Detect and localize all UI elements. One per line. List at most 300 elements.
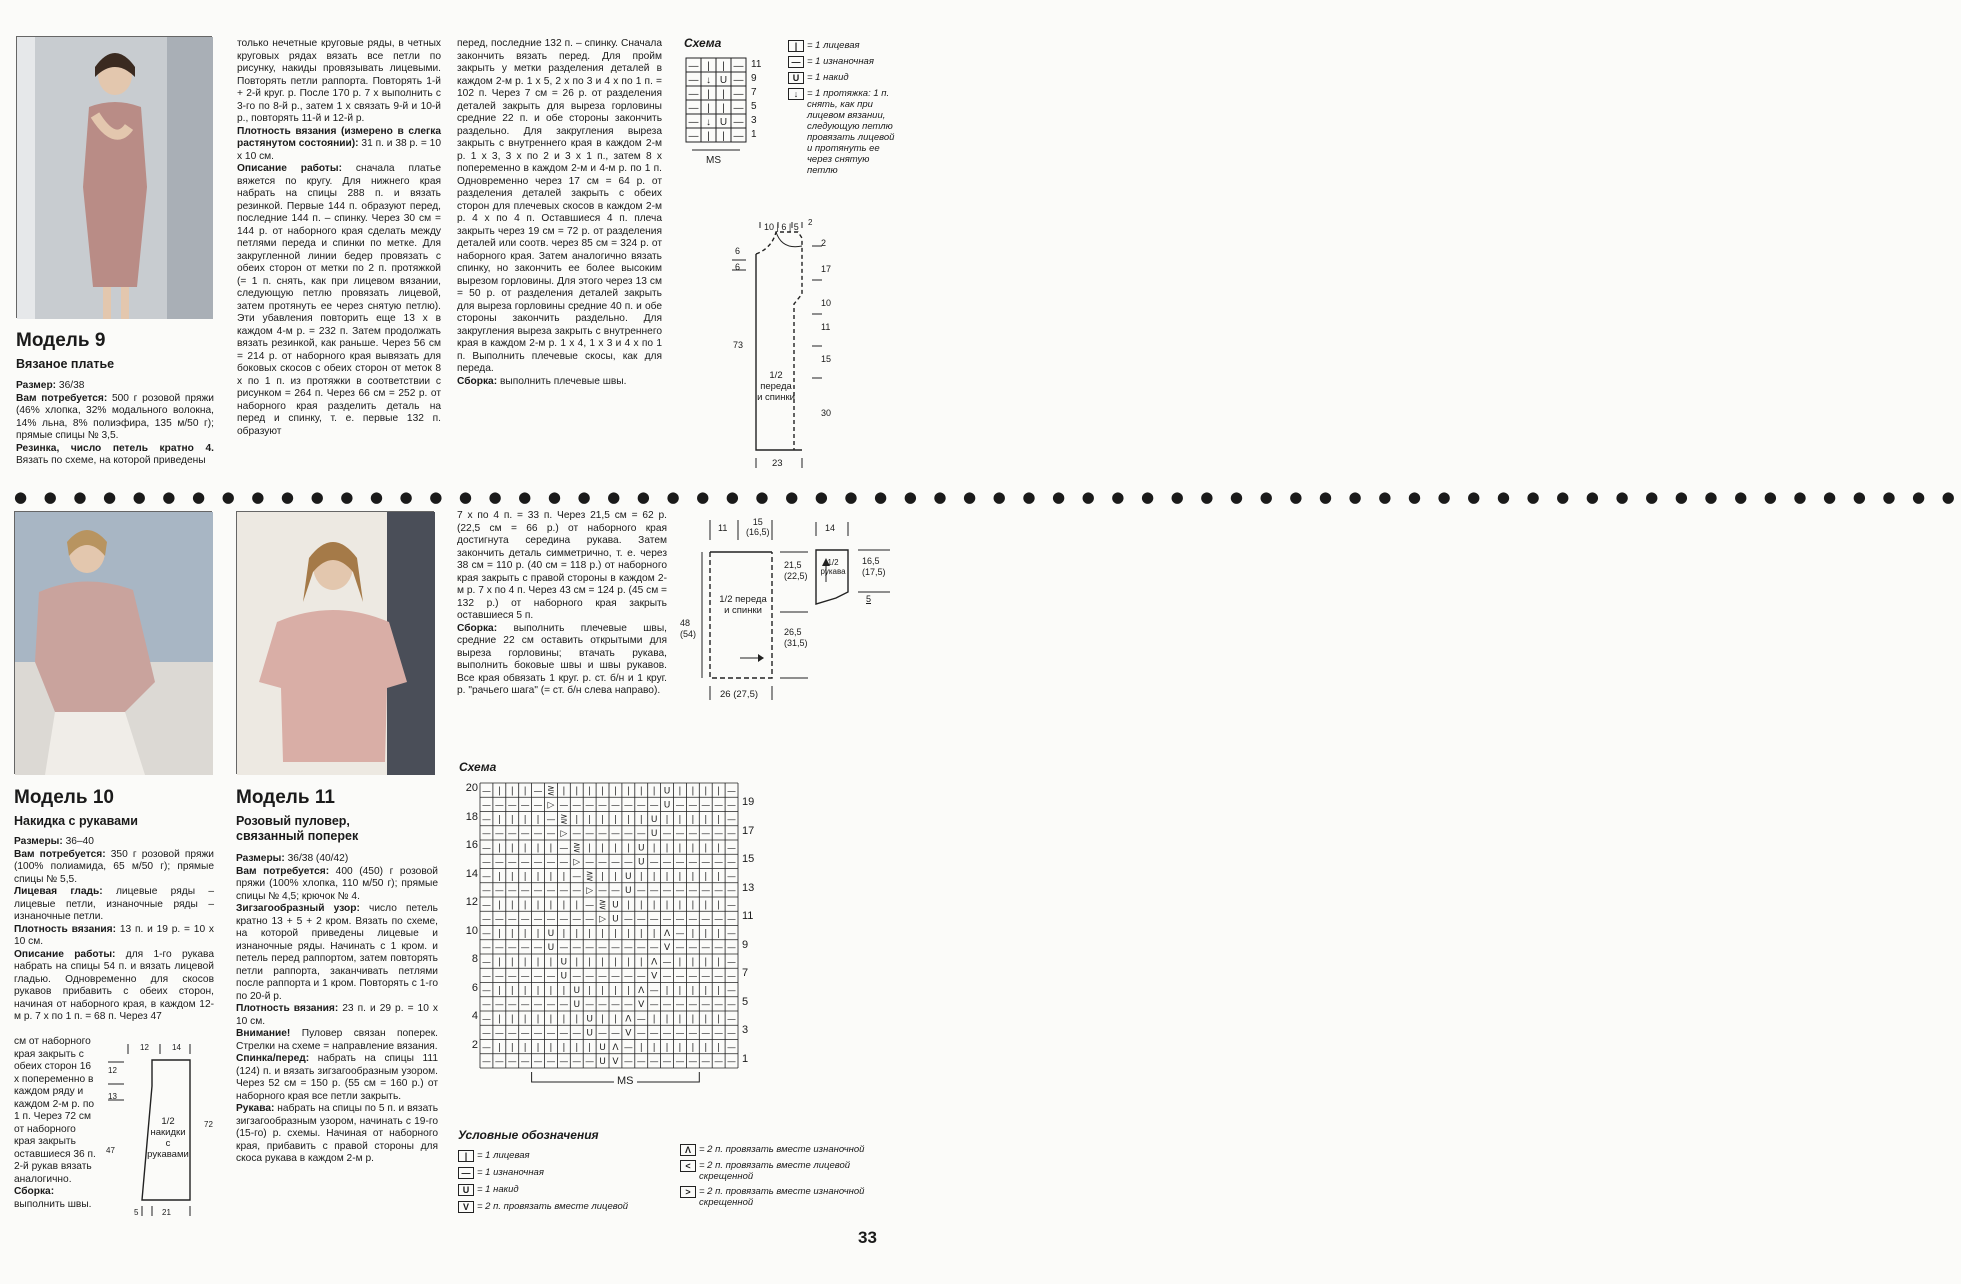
model10-dim-bottom-a: 5 [134, 1208, 139, 1217]
svg-text:—: — [649, 857, 659, 868]
svg-text:|: | [510, 1014, 514, 1025]
svg-text:|: | [497, 871, 501, 882]
svg-text:|: | [536, 1042, 540, 1053]
model11-legend-right [680, 1144, 890, 1208]
svg-text:—: — [610, 886, 620, 897]
svg-text:|: | [497, 928, 501, 939]
svg-text:|: | [665, 900, 669, 911]
svg-text:—: — [585, 971, 595, 982]
svg-text:⋛: ⋛ [560, 814, 568, 825]
svg-text:—: — [701, 1028, 711, 1039]
svg-text:—: — [559, 843, 569, 854]
model10-pattern-label-line: накидки [150, 1127, 186, 1138]
svg-text:—: — [520, 971, 530, 982]
svg-text:—: — [714, 829, 724, 840]
model11-row-num: 6 [471, 981, 478, 994]
model11-subtitle [236, 814, 358, 844]
svg-text:|: | [691, 814, 695, 825]
svg-text:—: — [572, 1057, 582, 1068]
svg-text:|: | [704, 786, 708, 797]
svg-text:|: | [536, 814, 540, 825]
legend-item [458, 1184, 658, 1196]
model11-row-num: 13 [742, 881, 755, 894]
svg-text:—: — [546, 886, 556, 897]
svg-text:—: — [481, 985, 491, 996]
model10-pattern-label-line: с [165, 1138, 171, 1149]
model10-dim-left-c: 47 [106, 1146, 115, 1155]
svg-text:|: | [665, 843, 669, 854]
svg-text:—: — [701, 857, 711, 868]
svg-text:—: — [688, 886, 698, 897]
svg-text:—: — [533, 1057, 543, 1068]
svg-text:|: | [497, 814, 501, 825]
svg-text:—: — [623, 1042, 633, 1053]
svg-text:—: — [727, 943, 737, 954]
model10-stitch-label: Лицевая гладь: [14, 886, 103, 897]
model11-row-num: 3 [742, 1024, 749, 1036]
model11-zig: число петель кратно 13 + 5 + 2 кром. Вязать по схеме, на которой приведены лицевые и изнаночные ряды. Начинать с 1 кром. и петель перед раппортом, затем повторять петли раппорта, заканчивать петлями после раппорта и 1 кром. Повторять с 1-го по 20-й р. [236, 903, 438, 1002]
svg-text:—: — [727, 871, 737, 882]
svg-text:—: — [727, 843, 737, 854]
model10-desc: для 1-го рукава набрать на спицы 54 п. и вязать лицевой гладью. Одновременно для скосов рукавов прибавить с обеих сторон, начиная от наборного края, в каждом 12-м р. 7 х по 1 п. = 68 п. Через 47 [14, 948, 214, 1022]
svg-text:|: | [722, 131, 725, 142]
model11-row-num: 19 [742, 796, 755, 808]
svg-text:—: — [701, 800, 711, 811]
svg-text:|: | [717, 928, 721, 939]
svg-text:—: — [598, 857, 608, 868]
model11-needs: 400 (450) г розовой пряжи (100% хлопка, 110 м/50 г); прямые спицы № 4,5; крючок № 4. [236, 865, 438, 902]
svg-text:U: U [625, 886, 632, 897]
model10-dim-left-b: 13 [108, 1092, 117, 1101]
svg-text:—: — [507, 1028, 517, 1039]
legend-item [788, 56, 900, 68]
model9-dim-left-a: 6 [735, 246, 741, 256]
svg-text:—: — [546, 857, 556, 868]
model9-needs: 500 г розовой пряжи (46% хлопка, 32% модального волокна, 14% льна, 8% полиэфира, 135 м/50 г); прямые спицы № 3,5. [16, 392, 215, 441]
model11-pattern-label-line: 1/2 переда [719, 594, 767, 605]
svg-text:—: — [481, 800, 491, 811]
svg-text:U: U [599, 1042, 606, 1053]
svg-text:U: U [573, 985, 581, 996]
svg-text:—: — [662, 829, 672, 840]
model11-dim-bottom: 26 (27,5) [720, 689, 759, 700]
svg-text:|: | [562, 1042, 566, 1053]
svg-text:|: | [613, 985, 617, 996]
svg-text:|: | [613, 957, 617, 968]
model11-pattern-label-line: и спинки [724, 605, 762, 616]
svg-text:|: | [665, 985, 669, 996]
svg-text:|: | [497, 1042, 501, 1053]
svg-text:—: — [572, 971, 582, 982]
svg-text:|: | [536, 843, 540, 854]
model9-dim-bottom: 23 [772, 458, 783, 469]
svg-text:—: — [727, 985, 737, 996]
svg-text:—: — [623, 829, 633, 840]
svg-text:—: — [675, 943, 685, 954]
model9-dim-right-value: 10 [821, 298, 832, 308]
svg-text:—: — [623, 857, 633, 868]
model10-density: 13 п. и 19 р. = 10 х 10 см. [14, 923, 215, 947]
svg-text:U: U [650, 814, 658, 825]
svg-text:⋛: ⋛ [585, 871, 594, 882]
svg-text:—: — [727, 829, 737, 840]
svg-text:↓: ↓ [706, 117, 711, 128]
svg-text:—: — [675, 928, 685, 939]
svg-text:U: U [573, 1000, 581, 1011]
svg-text:—: — [636, 1057, 646, 1068]
svg-text:—: — [572, 829, 582, 840]
svg-text:—: — [585, 800, 595, 811]
model11-row-num: 17 [742, 824, 755, 837]
svg-text:|: | [588, 786, 592, 797]
svg-text:—: — [481, 857, 491, 868]
model11-row-num: 7 [742, 967, 749, 979]
legend-text: = 1 лицевая [477, 1150, 530, 1161]
svg-text:—: — [494, 971, 504, 982]
legend-text: = 2 п. провязать вместе лицевой [477, 1201, 629, 1212]
svg-text:|: | [601, 928, 605, 939]
svg-text:|: | [652, 786, 656, 797]
svg-text:|: | [717, 814, 721, 825]
svg-text:—: — [481, 1057, 491, 1068]
model11-subtitle-line: Розовый пуловер, [236, 814, 350, 828]
svg-text:—: — [727, 971, 737, 982]
svg-text:—: — [533, 786, 543, 797]
svg-text:|: | [613, 786, 617, 797]
svg-text:|: | [678, 985, 682, 996]
svg-text:—: — [733, 117, 744, 128]
svg-text:—: — [727, 900, 737, 911]
purl-symbol-icon: — [788, 56, 804, 68]
svg-text:|: | [665, 871, 669, 882]
model11-sleeve: набрать на спицы по 5 п. и вязать зигзагообразным узором, начинать с 19-го (15-го) р. схемы. Начиная от наборного края, прибавить с правой стороны для скоса рукава в каждом 2-м р. [236, 1103, 438, 1164]
svg-text:—: — [688, 1057, 698, 1068]
svg-text:—: — [675, 1057, 685, 1068]
legend-text: = 1 лицевая [807, 40, 860, 51]
model9-specs [16, 380, 214, 468]
model9-row-numbers [751, 58, 761, 142]
legend-text: = 1 изнаночная [477, 1167, 544, 1178]
svg-text:U: U [612, 900, 619, 911]
svg-text:|: | [691, 957, 695, 968]
svg-text:—: — [636, 914, 646, 925]
model11-row-num: 2 [471, 1038, 478, 1051]
svg-text:|: | [717, 1014, 721, 1025]
model11-row-num: 14 [465, 867, 478, 880]
svg-text:—: — [714, 886, 724, 897]
svg-text:—: — [507, 971, 517, 982]
model11-row-num: 20 [465, 782, 478, 794]
svg-text:—: — [623, 1000, 633, 1011]
knit-symbol-icon: | [458, 1150, 474, 1162]
svg-text:—: — [649, 1000, 659, 1011]
section-separator: ● ● ● ● ● ● ● ● ● ● ● ● ● ● ● ● ● ● ● ● ● ● ● ● ● ● ● ● ● ● ● ● ● ● ● ● ● ● ● ● ● ● ● ● ● ● ● ● ● ● ● ● ● ● ● ● ● ● ● ● ● ● ● ● ● ● [14, 488, 1961, 506]
svg-text:|: | [575, 957, 579, 968]
svg-text:—: — [610, 943, 620, 954]
model9-rib-label: Резинка, число петель кратно 4. [16, 442, 214, 454]
svg-text:|: | [691, 786, 695, 797]
svg-text:|: | [678, 871, 682, 882]
svg-text:U: U [547, 928, 555, 939]
svg-text:|: | [523, 871, 527, 882]
svg-text:—: — [481, 928, 491, 939]
model11-dim-value: 26,5 [784, 627, 802, 637]
svg-text:—: — [701, 886, 711, 897]
svg-text:—: — [481, 786, 491, 797]
knit-symbol-icon: | [788, 40, 804, 52]
legend-item [788, 88, 900, 176]
model11-pattern-label [712, 594, 774, 616]
svg-text:|: | [549, 1042, 553, 1053]
legend-text: = 1 протяжка: 1 п. снять, как при лицевом вязании, следующую петлю провязать лицевой и протянуть ее через снятую петлю [807, 88, 895, 176]
svg-text:|: | [497, 786, 501, 797]
svg-text:—: — [559, 1028, 569, 1039]
svg-text:|: | [601, 814, 605, 825]
svg-text:—: — [662, 971, 672, 982]
svg-text:|: | [717, 843, 721, 854]
model9-figure [17, 37, 213, 319]
model11-back-label: Спинка/перед: [236, 1053, 310, 1064]
model11-zig-label: Зигзагообразный узор: [236, 903, 360, 914]
svg-text:—: — [507, 857, 517, 868]
model11-photo [236, 511, 434, 774]
model11-row-num: 4 [471, 1010, 478, 1022]
model9-dim-top: 10 | 6 | 5 [764, 222, 799, 232]
model9-text-col3 [457, 38, 662, 388]
model9-scheme-title: Схема [684, 36, 722, 50]
svg-text:|: | [575, 928, 579, 939]
svg-text:U: U [586, 1028, 593, 1039]
svg-text:—: — [507, 1057, 517, 1068]
svg-text:—: — [701, 829, 711, 840]
svg-text:—: — [507, 1000, 517, 1011]
svg-text:|: | [678, 786, 682, 797]
svg-text:Λ: Λ [663, 928, 671, 939]
model11-legend-title: Условные обозначения [458, 1128, 599, 1142]
svg-text:—: — [727, 914, 737, 925]
svg-text:—: — [688, 131, 699, 142]
svg-text:|: | [523, 957, 527, 968]
model9-size: 36/38 [56, 380, 85, 391]
svg-text:|: | [707, 89, 710, 100]
svg-text:—: — [688, 971, 698, 982]
svg-text:—: — [727, 1028, 737, 1039]
model11-subtitle-line: связанный поперек [236, 829, 359, 843]
model9-legend [788, 40, 900, 176]
svg-text:|: | [601, 843, 605, 854]
yarn-over-symbol-icon: U [458, 1184, 474, 1196]
model10-assembly-label: Сборка: [14, 1186, 55, 1197]
svg-text:|: | [549, 1014, 553, 1025]
svg-text:|: | [536, 871, 540, 882]
svg-text:—: — [636, 971, 646, 982]
svg-text:—: — [688, 117, 699, 128]
svg-text:—: — [494, 1028, 504, 1039]
model10-dim-bottom-b: 21 [162, 1208, 171, 1217]
svg-text:|: | [613, 1014, 617, 1025]
svg-text:|: | [652, 900, 656, 911]
model11-title: Модель 11 [236, 787, 335, 808]
model9-dim-left-total: 73 [733, 340, 744, 350]
svg-text:|: | [652, 1042, 656, 1053]
svg-text:|: | [678, 900, 682, 911]
legend-item [458, 1167, 658, 1179]
model11-row-num: 8 [471, 953, 478, 965]
svg-text:|: | [588, 928, 592, 939]
svg-text:U: U [560, 971, 568, 982]
svg-text:—: — [714, 943, 724, 954]
svg-text:—: — [727, 928, 737, 939]
svg-text:—: — [727, 1057, 737, 1068]
legend-text: = 1 изнаночная [807, 56, 874, 67]
model11-dim-value: 48 [680, 618, 691, 628]
svg-text:—: — [520, 857, 530, 868]
svg-text:—: — [559, 886, 569, 897]
svg-text:U: U [637, 843, 645, 854]
svg-text:—: — [494, 914, 504, 925]
svg-text:|: | [639, 928, 643, 939]
svg-text:—: — [585, 829, 595, 840]
model11-scheme-title: Схема [459, 760, 497, 774]
svg-text:|: | [626, 786, 630, 797]
svg-text:—: — [610, 1028, 620, 1039]
svg-text:—: — [533, 800, 543, 811]
svg-text:|: | [562, 985, 566, 996]
model10-stitch: лицевые ряды – лицевые петли, изнаночные ряды – изнаночные петли. [14, 886, 214, 922]
svg-text:—: — [533, 914, 543, 925]
model10-subtitle: Накидка с рукавами [14, 814, 138, 828]
model9-pattern-label-line: и спинки [757, 392, 795, 403]
svg-text:|: | [704, 871, 708, 882]
svg-text:—: — [494, 943, 504, 954]
svg-text:|: | [639, 786, 643, 797]
svg-text:—: — [481, 814, 491, 825]
svg-text:|: | [707, 131, 710, 142]
svg-text:—: — [598, 829, 608, 840]
svg-text:—: — [494, 800, 504, 811]
svg-text:U: U [547, 943, 555, 954]
svg-text:|: | [704, 1042, 708, 1053]
svg-text:U: U [719, 117, 728, 128]
model10-assembly: выполнить швы. [14, 1198, 92, 1210]
svg-text:|: | [678, 1042, 682, 1053]
model11-dim-value: (16,5) [746, 527, 770, 537]
legend-item [680, 1144, 890, 1156]
svg-text:—: — [507, 886, 517, 897]
svg-text:—: — [598, 971, 608, 982]
model9-row-num: 9 [751, 73, 757, 84]
svg-text:—: — [636, 800, 646, 811]
svg-text:|: | [562, 1014, 566, 1025]
svg-text:—: — [727, 786, 737, 797]
model10-desc-label: Описание работы: [14, 948, 116, 960]
svg-text:|: | [704, 957, 708, 968]
svg-text:—: — [598, 800, 608, 811]
svg-text:|: | [704, 843, 708, 854]
svg-text:—: — [675, 1000, 685, 1011]
svg-text:▷: ▷ [599, 914, 607, 925]
model9-dim-right-value: 15 [821, 354, 832, 364]
svg-text:|: | [717, 985, 721, 996]
svg-text:|: | [497, 957, 501, 968]
svg-text:—: — [733, 61, 744, 72]
model9-desc-label: Описание работы: [237, 163, 342, 174]
svg-text:—: — [701, 1057, 711, 1068]
svg-text:—: — [481, 1028, 491, 1039]
model9-desc-continued: перед, последние 132 п. – спинку. Сначала закончить вязать перед. Для пройм закрыть у метки разделения деталей в каждом 2-м р. 1 х 5, 2 х по 3 и 4 х по 1 п. = 102 п. Через 7 см = 26 р. от разделения деталей закрыть для выреза горловины средние 22 п. и обе стороны закончить раздельно. Для закругления выреза закрыть с внутреннего края в каждом 2-м р. 1 х 3, 3 х по 2 и 3 х 1 п., затем 8 х попеременно в каждом 2-м и 4-м р. по 1 п. Одновременно через 17 см = 64 р. от разделения деталей закрыть с обеих сторон для плечевых скосов в каждом 2-м р. 4 х по 4 п. Оставшиеся 4 п. плеча закрыть через 19 см = 72 р. от разделения деталей или соотв. через 85 см = 324 р. от наборного края. Затем аналогично вязать спинку, но закончить ее более высоким вырезом горловины. Для этого через 13 см = 50 р. от разделения деталей закрыть для выреза горловины средние 40 п. и обе стороны закончить раздельно. Для закругления выреза закрыть с внутреннего края в каждом 2-м р. 1 х 4, 1 х 3 и 4 х по 1 п. Выполнить плечевые скосы, как для переда. [457, 38, 662, 374]
svg-text:|: | [678, 957, 682, 968]
model11-dim-value: (54) [680, 629, 697, 639]
svg-text:—: — [701, 1000, 711, 1011]
svg-text:—: — [636, 943, 646, 954]
model9-row-num: 1 [751, 129, 757, 140]
svg-text:—: — [559, 800, 569, 811]
svg-text:|: | [691, 871, 695, 882]
model10-needs: 350 г розовой пряжи (100% полиамида, 65 м/50 г); прямые спицы № 5,5. [14, 848, 214, 885]
slip-knit-pass-symbol-icon: ↓ [788, 88, 804, 100]
svg-text:|: | [510, 871, 514, 882]
svg-text:—: — [481, 914, 491, 925]
svg-text:—: — [636, 829, 646, 840]
svg-text:—: — [623, 1057, 633, 1068]
svg-text:—: — [636, 1014, 646, 1025]
svg-text:—: — [610, 857, 620, 868]
model9-rib-continued: только нечетные круговые ряды, в четных круговых рядах вязать все петли по рисунку, накиды провязывать лицевыми. Повторять петли раппорта. Повторять 1-й + 2-й круг. р. После 170 р. 7 х выполнить с 3-го по 8-й р., затем 1 х связать 9-й и 10-й р., повторять 11-й и 12-й р. [237, 38, 441, 124]
svg-text:|: | [536, 1014, 540, 1025]
model10-desc-continued: см от наборного края закрыть с обеих сторон 16 х попеременно в каждом ряду и каждом 2-м р. по 1 п. Через 72 см от наборного края закрыть оставшиеся 36 п. 2-й рукав вязать аналогично. [14, 1036, 96, 1185]
svg-text:—: — [675, 857, 685, 868]
svg-text:—: — [481, 843, 491, 854]
model11-row-num: 12 [465, 896, 478, 908]
model9-text-col2 [237, 38, 441, 438]
legend-text: = 1 накид [477, 1184, 519, 1195]
svg-text:—: — [675, 800, 685, 811]
svg-text:—: — [546, 829, 556, 840]
svg-text:|: | [626, 957, 630, 968]
svg-text:—: — [585, 914, 595, 925]
model9-dim-top-extra: 2 [808, 218, 813, 227]
svg-text:—: — [688, 857, 698, 868]
model10-pattern-label [142, 1116, 194, 1160]
svg-text:|: | [639, 900, 643, 911]
svg-text:|: | [536, 985, 540, 996]
model10-specs [14, 836, 214, 1024]
model9-row-num: 7 [751, 87, 757, 98]
svg-text:—: — [727, 857, 737, 868]
legend-item [680, 1186, 890, 1208]
svg-text:|: | [562, 786, 566, 797]
svg-text:—: — [714, 857, 724, 868]
legend-text: = 2 п. провязать вместе изнаночной скрещенной [699, 1186, 865, 1208]
svg-text:—: — [688, 943, 698, 954]
purl-symbol-icon: — [458, 1167, 474, 1179]
svg-text:—: — [727, 886, 737, 897]
svg-text:|: | [562, 871, 566, 882]
svg-text:|: | [549, 843, 553, 854]
svg-text:|: | [639, 814, 643, 825]
svg-text:|: | [717, 1042, 721, 1053]
svg-text:|: | [575, 1014, 579, 1025]
svg-text:U: U [650, 829, 658, 840]
svg-text:—: — [675, 914, 685, 925]
svg-text:|: | [722, 61, 725, 72]
svg-text:▷: ▷ [547, 800, 555, 811]
model9-row-num: 5 [751, 101, 757, 112]
model11-specs [236, 853, 438, 1166]
svg-text:|: | [523, 786, 527, 797]
model11-assembly: выполнить плечевые швы, средние 22 см оставить открытыми для выреза горловины; втачать рукава, выполнить боковые швы и швы рукавов. Все края обвязать 1 круг. р. ст. б/н и 1 круг. р. "рачьего шага" (= ст. б/н слева направо). [457, 622, 667, 696]
svg-text:|: | [575, 814, 579, 825]
